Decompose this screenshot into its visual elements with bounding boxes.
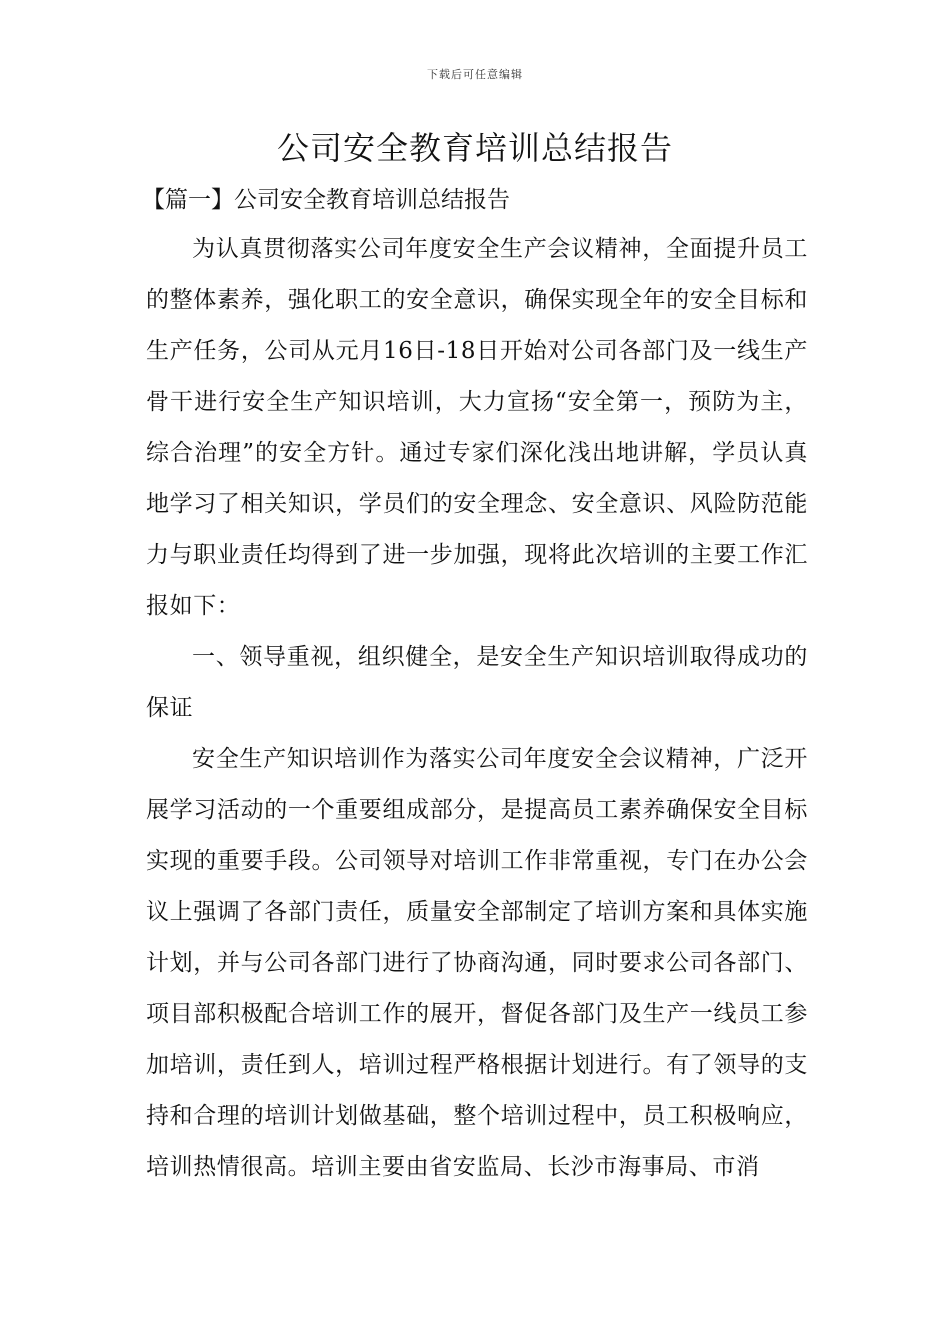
- paragraph-section-one-body: 安全生产知识培训作为落实公司年度安全会议精神，广泛开展学习活动的一个重要组成部分，是提高员工素养确保安全目标实现的重要手段。公司领导对培训工作非常重视，专门在办公会议上强调了各部门责任，质量安全部制定了培训方案和具体实施计划，并与公司各部门进行了协商沟通，同时要求公司各部门、项目部积极配合培训工作的展开，督促各部门及生产一线员工参加培训，责任到人，培训过程严格根据计划进行。有了领导的支持和合理的培训计划做基础，整个培训过程中，员工积极响应，培训热情很高。培训主要由省安监局、长沙市海事局、市消: [146, 746, 808, 1180]
- document-title: 公司安全教育培训总结报告: [276, 129, 673, 167]
- document-body: [146, 224, 808, 1193]
- paragraph-section-one-heading: 一、领导重视，组织健全，是安全生产知识培训取得成功的保证: [146, 644, 808, 721]
- section-heading: 【篇一】公司安全教育培训总结报告: [142, 187, 510, 213]
- header-note: 下载后可任意编辑: [427, 68, 523, 81]
- paragraph-intro: 为认真贯彻落实公司年度安全生产会议精神，全面提升员工的整体素养，强化职工的安全意识，确保实现全年的安全目标和生产任务，公司从元月16日-18日开始对公司各部门及一线生产骨干进行安全生产知识培训，大力宣扬“安全第一，预防为主，综合治理”的安全方针。通过专家们深化浅出地讲解，学员认真地学习了相关知识，学员们的安全理念、安全意识、风险防范能力与职业责任均得到了进一步加强，现将此次培训的主要工作汇报如下：: [146, 236, 808, 619]
